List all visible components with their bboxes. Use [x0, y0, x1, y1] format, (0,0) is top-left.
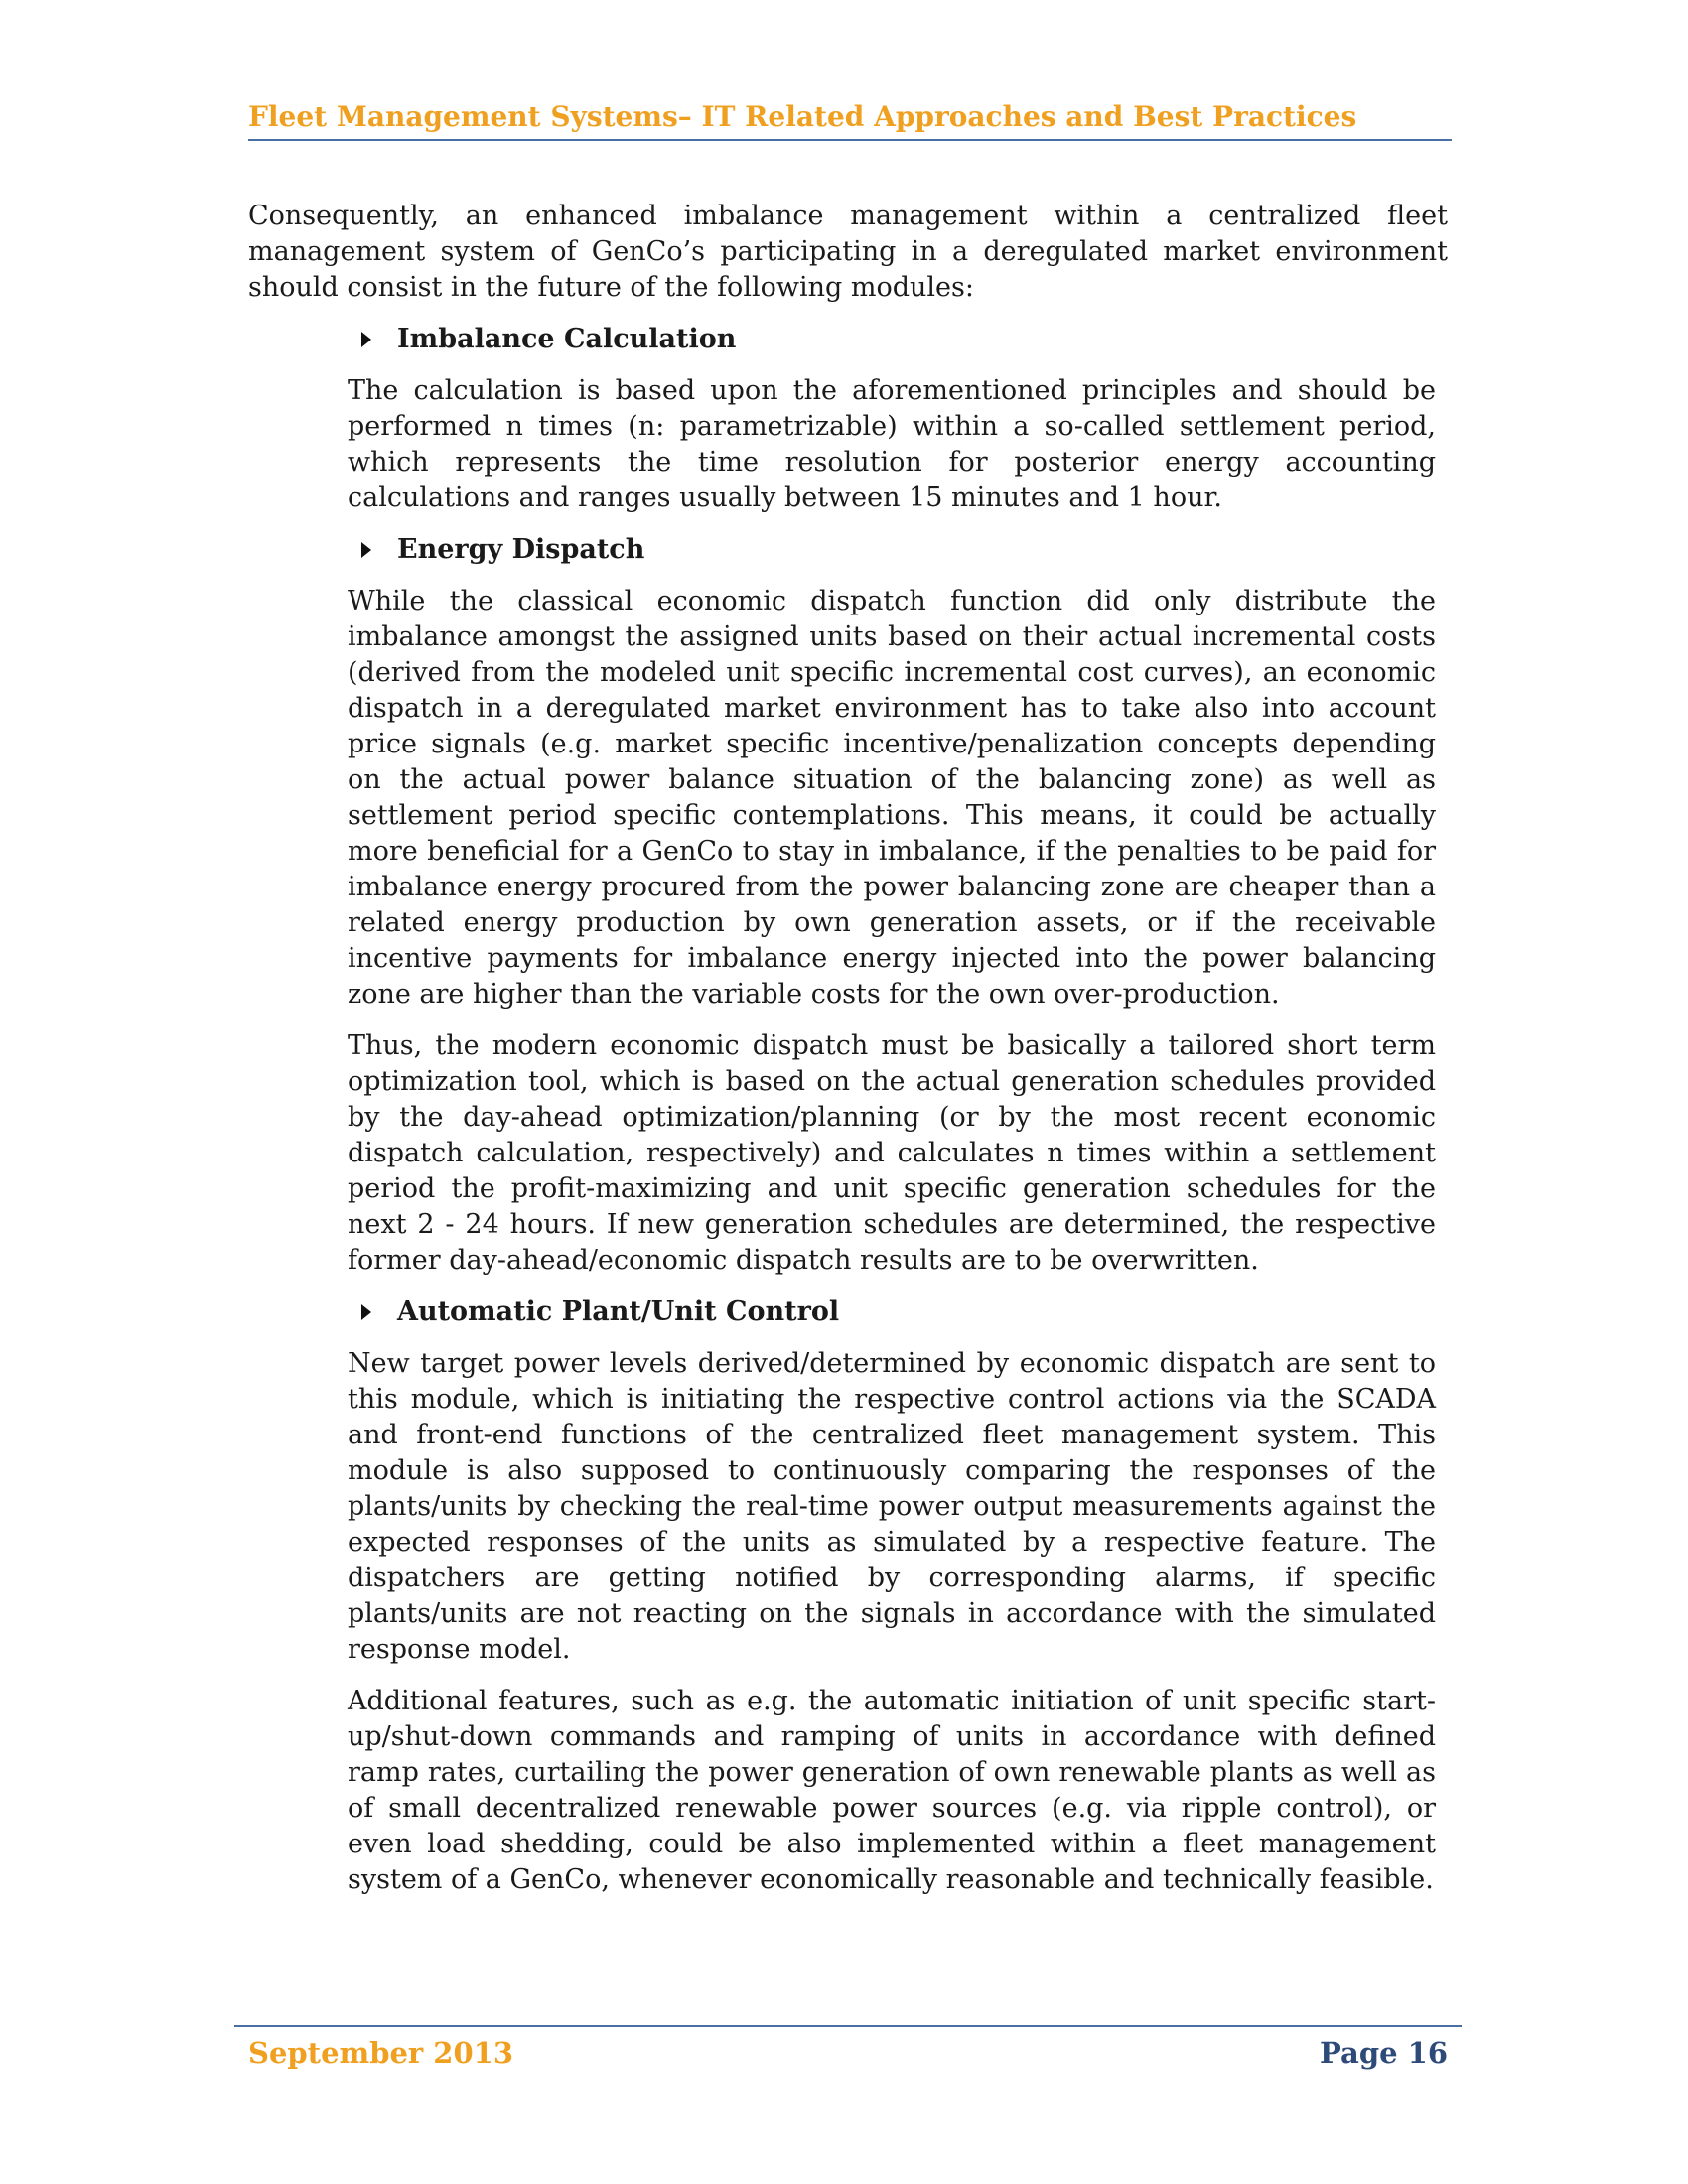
module-title: Imbalance Calculation — [397, 324, 737, 354]
document-body — [248, 199, 1448, 1914]
page-number: Page 16 — [1320, 2036, 1448, 2070]
footer-date: September 2013 — [248, 2036, 514, 2070]
module-paragraph: New target power levels derived/determined by economic dispatch are sent to this module, which is initiating the respective control actions via the SCADA and front-end functions of the centralized fleet management system. This module is also supposed to continuously comparing the responses of the plants/units by checking the real-time power output measurements against the expected responses of the units as simulated by a respective feature. The dispatchers are getting notified by corresponding alarms, if specific plants/units are not reacting on the signals in accordance with the simulated response model. — [348, 1348, 1436, 1665]
page-footer — [234, 2025, 1462, 2070]
page-header — [248, 97, 1452, 141]
module-heading — [348, 1295, 1448, 1330]
module-paragraph: Additional features, such as e.g. the automatic initiation of unit specific start-up/shut-down commands and ramping of units in accordance with defined ramp rates, curtailing the power generation of own renewable plants as well as of small decentralized renewable power sources (e.g. via ripple control), or even load shedding, could be also implemented within a fleet management system of a GenCo, whenever economically reasonable and technically feasible. — [348, 1686, 1436, 1895]
module-automatic-plant-unit-control — [348, 1295, 1448, 1898]
header-title: Fleet Management Systems– IT Related Approaches and Best Practices — [248, 100, 1357, 133]
intro-paragraph: Consequently, an enhanced imbalance management within a centralized fleet management system of GenCo’s participating in a deregulated market environment should consist in the future of the following modules: — [248, 201, 1448, 303]
module-paragraph: The calculation is based upon the aforementioned principles and should be performed n times (n: parametrizable) within a so-called settlement period, which represents the time resolution for posterior energy accounting calculations and ranges usually between 15 minutes and 1 hour. — [348, 375, 1436, 513]
module-paragraph: While the classical economic dispatch function did only distribute the imbalance amongst the assigned units based on their actual incremental costs (derived from the modeled unit specific incremental cost curves), an economic dispatch in a deregulated market environment has to take also into account price signals (e.g. market specific incentive/penalization concepts depending on the actual power balance situation of the balancing zone) as well as settlement period specific contemplations. This means, it could be actually more beneficial for a GenCo to stay in imbalance, if the penalties to be paid for imbalance energy procured from the power balancing zone are cheaper than a related energy production by own generation assets, or if the receivable incentive payments for imbalance energy injected into the power balancing zone are higher than the variable costs for the own over-production. — [348, 586, 1436, 1010]
module-title: Automatic Plant/Unit Control — [397, 1297, 840, 1327]
module-paragraph: Thus, the modern economic dispatch must be basically a tailored short term optimization tool, which is based on the actual generation schedules provided by the day-ahead optimization/planning (or by the most recent economic dispatch calculation, respectively) and calculates n times within a settlement period the profit-maximizing and unit specific generation schedules for the next 2 - 24 hours. If new generation schedules are determined, the respective former day-ahead/economic dispatch results are to be overwritten. — [348, 1030, 1436, 1276]
module-title: Energy Dispatch — [397, 534, 645, 565]
triangle-bullet-icon — [361, 542, 371, 558]
module-energy-dispatch — [348, 532, 1448, 1279]
triangle-bullet-icon — [361, 332, 371, 347]
module-heading — [348, 532, 1448, 568]
triangle-bullet-icon — [361, 1304, 371, 1320]
module-heading — [348, 322, 1448, 357]
module-imbalance-calculation — [348, 322, 1448, 516]
